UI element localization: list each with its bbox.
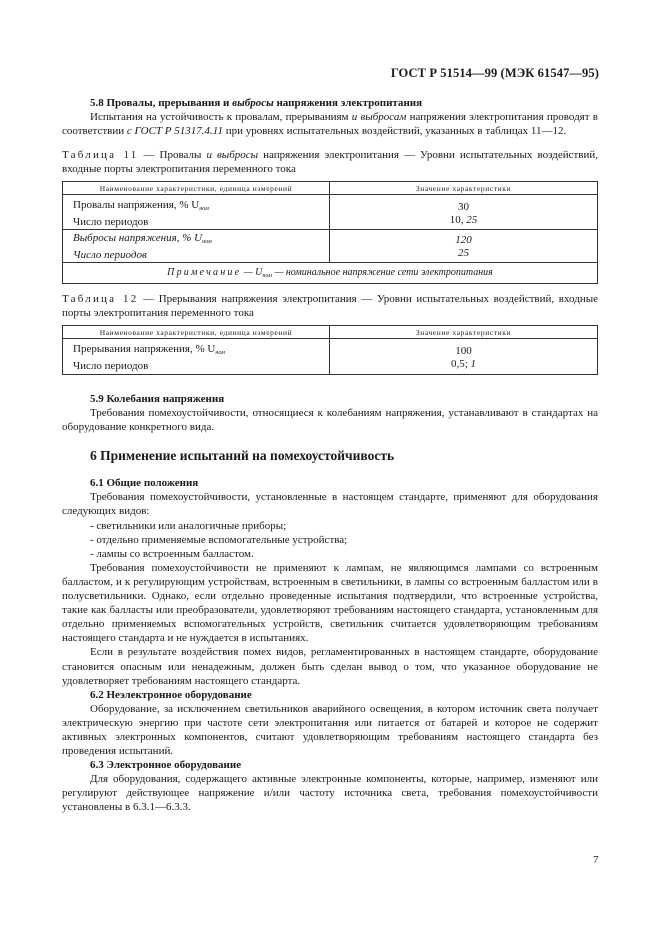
section-5-8-paragraph: Испытания на устойчивость к провалам, прерываниям и выбросам напряжения электропитания проводят в соответствии с ГОСТ Р 51317.4.11 при уровнях испытательных воздействий, указанных в таблицах 11—12.	[62, 111, 598, 138]
table-11-cell-periods: Число периодов	[73, 215, 149, 228]
table-12-cell-interruptions: Прерывания напряжения, % $U_{ном}$	[73, 343, 225, 357]
table-12	[62, 325, 598, 375]
section-6-1-paragraph-2: Требования помехоустойчивости не применяют к лампам, не являющимся лампами со встроенным балластом, и к регулирующим устройствам, встроенным в светильники, в лампы со встроенным балластом или в полусветильники. Однако, если отдельно проведенные испытания подтвердили, что встроенные устройства, такие как балласты или преобразователи, удовлетворяют требованиям настоящего стандарта, установленным для отдельно применяемых вспомогательных устройств, светильник считается удовлетворяющим требованиям настоящего стандарта и не нуждается в испытаниях.	[62, 561, 598, 645]
table-12-caption: Таблица 12 — Прерывания напряжения электропитания — Уровни испытательных воздействий, входные порты электропитания переменного тока	[62, 293, 598, 319]
section-6-2-paragraph: Оборудование, за исключением светильников аварийного освещения, в котором источник света получает электрическую энергию при частоте сети электропитания или питается от батарей и которое не содержит активных электронных компонентов, считают удовлетворяющим требованиям настоящего стандарта без проведения испытаний.	[62, 702, 598, 757]
section-6-3-title: 6.3 Электронное оборудование	[90, 759, 242, 772]
table-row	[63, 339, 598, 375]
section-6-1-paragraph-1: Требования помехоустойчивости, установленные в настоящем стандарте, применяют для оборудования следующих видов:	[62, 491, 598, 518]
section-6-1-title: 6.1 Общие положения	[90, 477, 199, 490]
equipment-list	[90, 519, 598, 561]
table-row	[63, 263, 598, 284]
section-6-1-paragraph-3: Если в результате воздействия помех видов, регламентированных в настоящем стандарте, оборудование становится опасным или ненадежным, должен быть сделан вывод о том, что указанное оборудование не удовлетворяет требованиям настоящего стандарта.	[62, 646, 598, 687]
section-5-9-title: 5.9 Колебания напряжения	[90, 393, 225, 406]
table-11-cell-periods-2: Число периодов	[73, 248, 147, 261]
table-11-value-periods-2: 25	[458, 246, 469, 259]
table-11-header-name: Наименование характеристики, единица измерений	[63, 182, 330, 195]
list-item: - отдельно применяемые вспомогательные устройства;	[90, 533, 348, 546]
table-11-cell-dips: Провалы напряжения, % $U_{ном}$	[73, 199, 209, 213]
table-11-cell-swells: Выбросы напряжения, % $U_{ном}$	[73, 232, 212, 246]
table-11-value-swells: 120	[455, 234, 472, 247]
table-12-value-periods: 0,5; 1	[450, 357, 477, 370]
table-11-header-value: Значение характеристики	[330, 182, 598, 195]
page-content	[62, 96, 598, 814]
table-12-header-value: Значение характеристики	[330, 326, 598, 339]
table-12-value-interruptions: 100	[455, 345, 472, 358]
table-12-header-name: Наименование характеристики, единица измерений	[63, 326, 330, 339]
section-5-8-title: 5.8 Провалы, прерывания и выбросы напряжения электропитания	[90, 97, 423, 109]
table-11-note: Примечание — $U_{ном}$ — номинальное напряжение сети электропитания	[63, 263, 598, 284]
table-row	[63, 195, 598, 230]
table-11	[62, 181, 598, 284]
section-5-9-paragraph: Требования помехоустойчивости, относящиеся к колебаниям напряжения, устанавливают в стандартах на оборудование конкретного вида.	[62, 407, 598, 434]
table-12-cell-periods: Число периодов	[73, 359, 149, 372]
list-item: - лампы со встроенным балластом.	[90, 547, 254, 560]
section-6-title: 6 Применение испытаний на помехоустойчивость	[90, 448, 395, 464]
document-header: ГОСТ Р 51514—99 (МЭК 61547—95)	[390, 66, 599, 80]
section-6-3-paragraph: Для оборудования, содержащего активные электронные компоненты, которые, например, изменяют или регулируют действующее напряжение и/или частоту источника света, требования помехоустойчивости установлены в 6.3.1—6.3.3.	[62, 773, 598, 814]
table-row	[63, 230, 598, 263]
list-item: - светильники или аналогичные приборы;	[90, 519, 287, 532]
table-11-value-periods: 10, 25	[449, 213, 478, 226]
section-6-2-title: 6.2 Неэлектронное оборудование	[90, 688, 252, 701]
table-11-value-dips: 30	[458, 201, 469, 214]
table-11-caption: Таблица 11 — Провалы и выбросы напряжения электропитания — Уровни испытательных воздействий, входные порты электропитания переменного тока	[62, 149, 599, 175]
page-number: 7	[593, 854, 599, 866]
